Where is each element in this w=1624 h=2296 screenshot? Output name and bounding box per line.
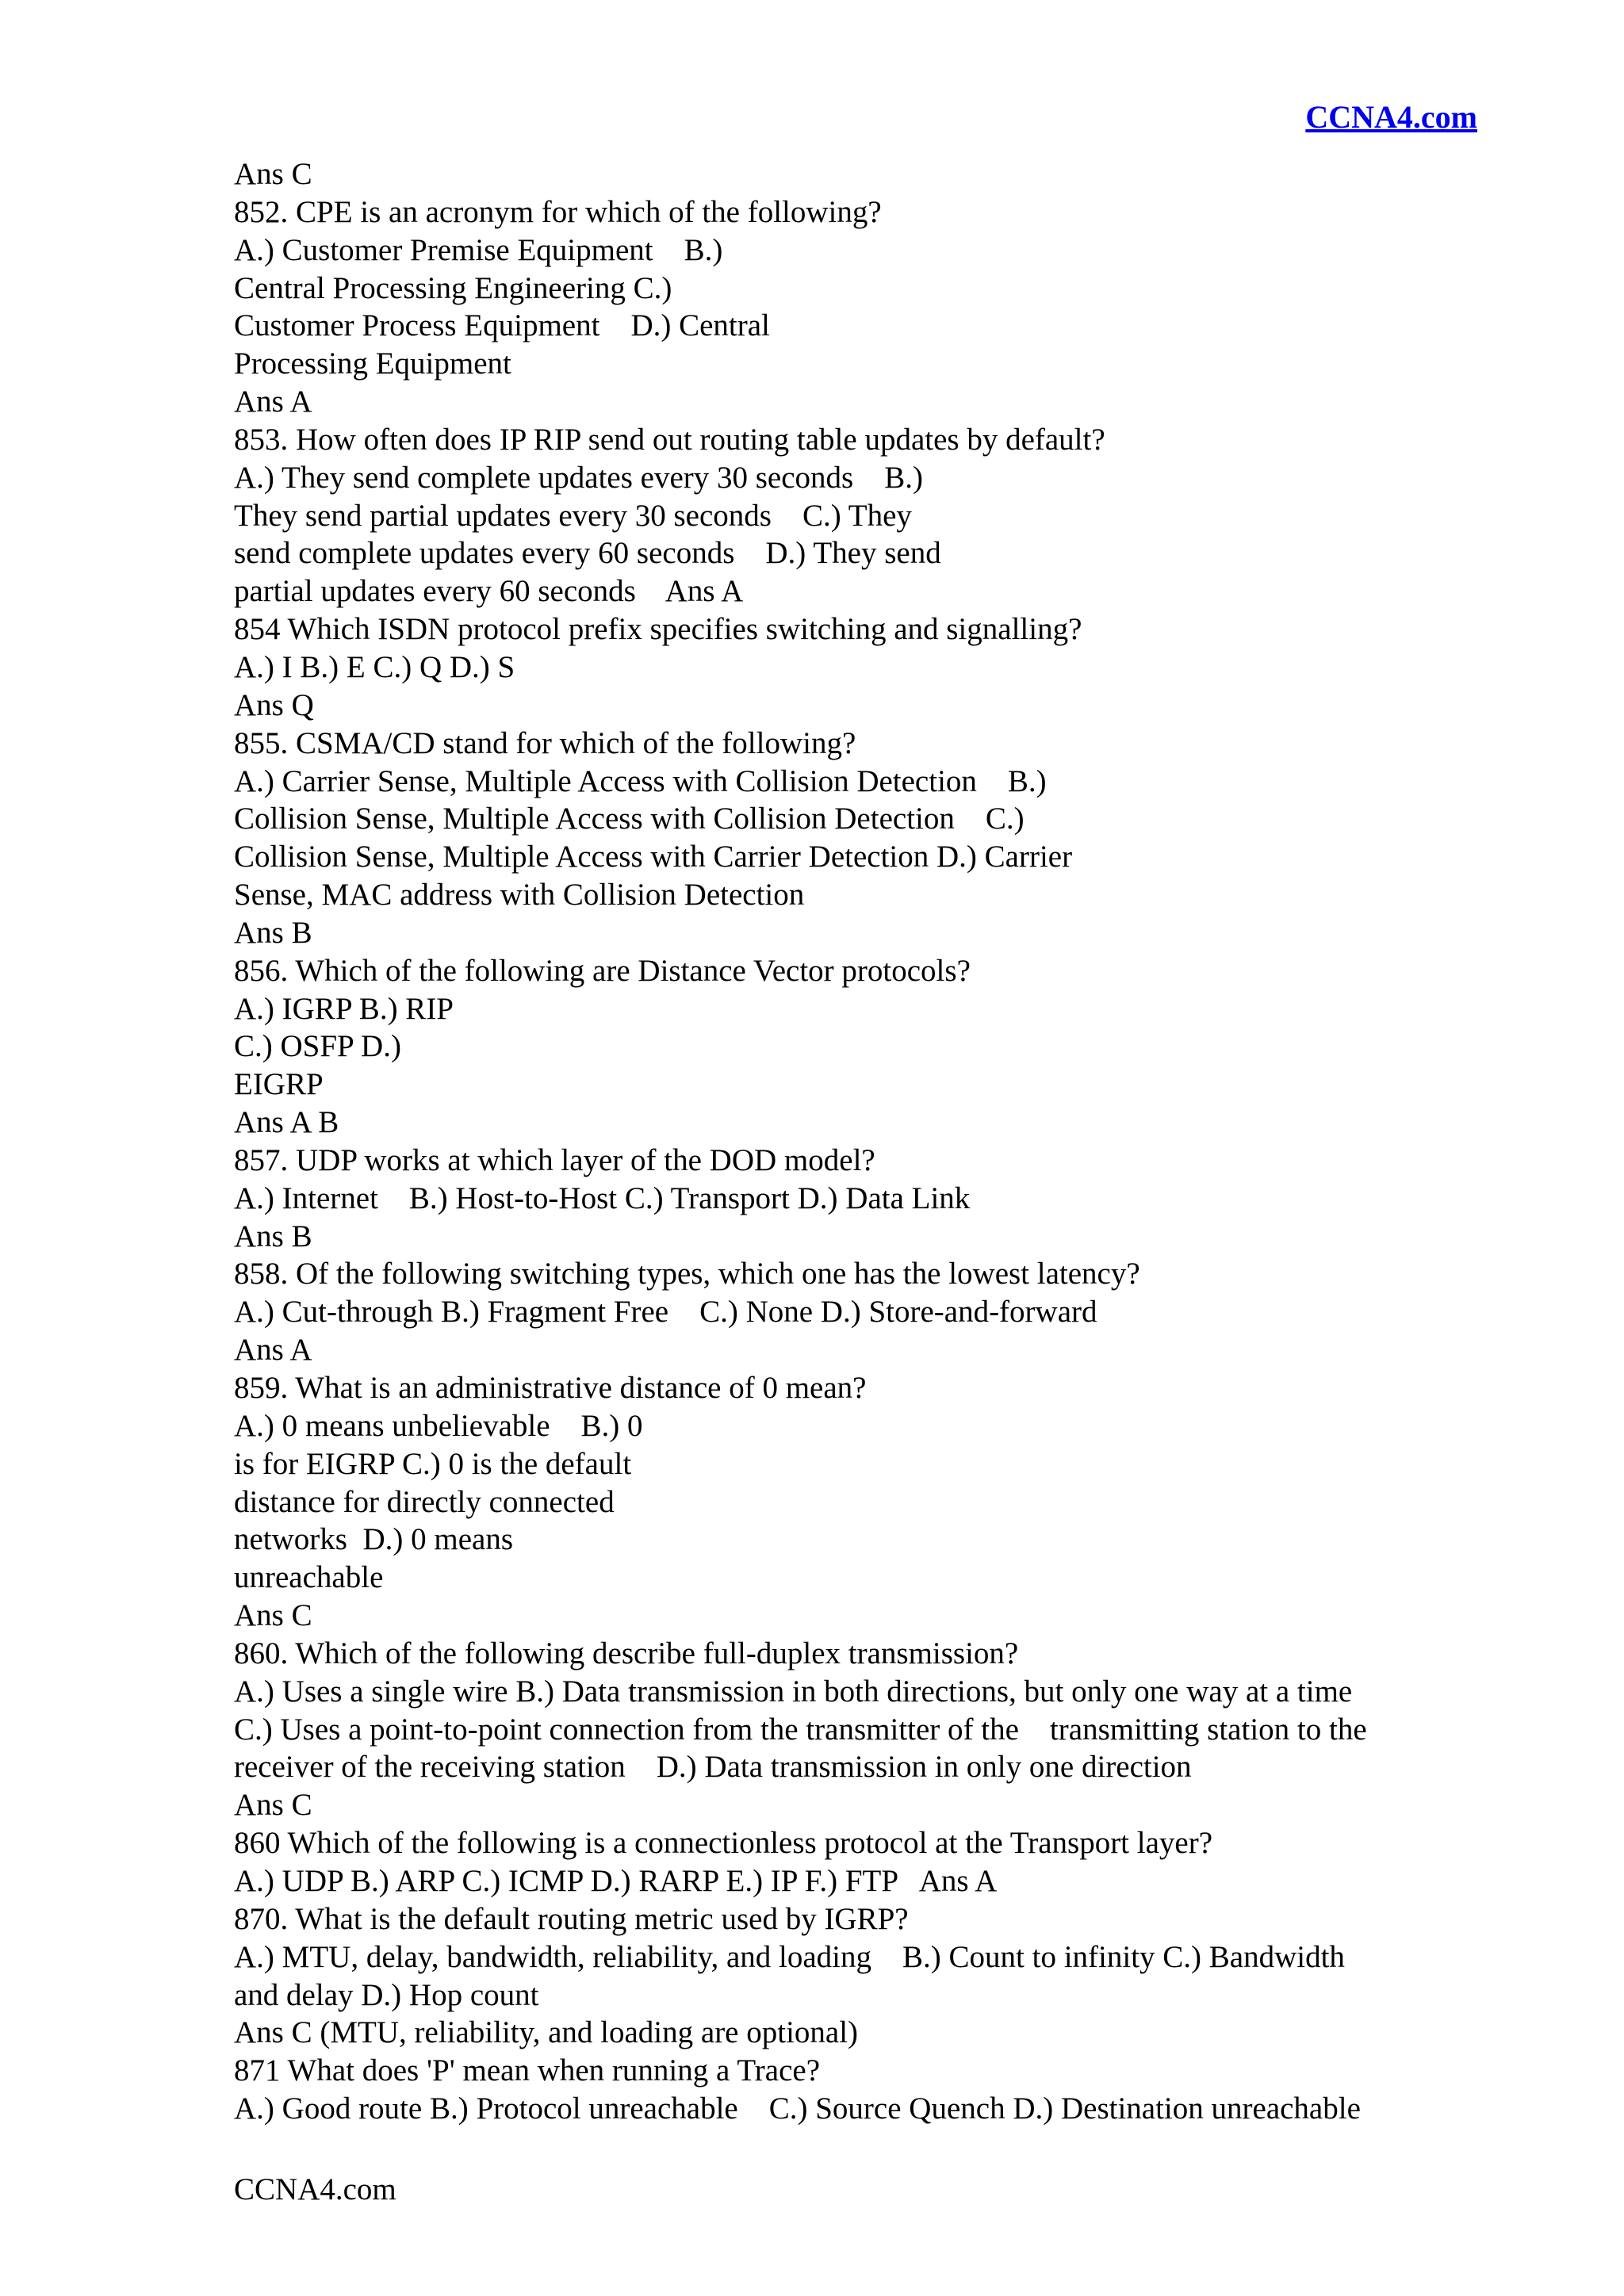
site-header-link[interactable]: CCNA4.com: [1305, 99, 1477, 135]
text-line: networks D.) 0 means: [234, 1522, 514, 1557]
text-line: receiver of the receiving station D.) Data transmission in only one direction: [234, 1750, 1192, 1785]
text-line: A.) Cut-through B.) Fragment Free C.) None D.) Store-and-forward: [234, 1295, 1097, 1330]
text-line: send complete updates every 60 seconds D.) They send: [234, 536, 941, 571]
text-line: Central Processing Engineering C.): [234, 270, 672, 305]
document-body: [234, 155, 1534, 2128]
text-line: and delay D.) Hop count: [234, 1977, 539, 2012]
text-line: EIGRP: [234, 1067, 324, 1102]
text-line: Customer Process Equipment D.) Central: [234, 308, 770, 343]
text-line: A.) Carrier Sense, Multiple Access with Collision Detection B.): [234, 763, 1047, 798]
text-line: A.) Good route B.) Protocol unreachable C.) Source Quench D.) Destination unreachable: [234, 2091, 1361, 2126]
text-line: Ans Q: [234, 687, 314, 722]
text-line: A.) They send complete updates every 30 seconds B.): [234, 460, 923, 495]
text-line: 853. How often does IP RIP send out routing table updates by default?: [234, 422, 1105, 457]
text-line: A.) UDP B.) ARP C.) ICMP D.) RARP E.) IP F.) FTP Ans A: [234, 1863, 998, 1898]
text-line: A.) IGRP B.) RIP: [234, 991, 454, 1026]
text-line: 857. UDP works at which layer of the DOD model?: [234, 1142, 875, 1177]
page-footer: CCNA4.com: [234, 2172, 396, 2206]
text-line: Ans C: [234, 1788, 312, 1823]
text-line: A.) Customer Premise Equipment B.): [234, 232, 723, 267]
text-line: C.) Uses a point-to-point connection from the transmitter of the transmitting station to the: [234, 1712, 1367, 1747]
text-line: Ans A: [234, 1333, 312, 1368]
text-line: Ans A B: [234, 1105, 339, 1140]
text-line: They send partial updates every 30 seconds C.) They: [234, 498, 912, 533]
text-line: 854 Which ISDN protocol prefix specifies switching and signalling?: [234, 612, 1082, 647]
text-line: 860. Which of the following describe full-duplex transmission?: [234, 1636, 1019, 1670]
text-line: distance for directly connected: [234, 1484, 615, 1519]
text-line: Ans B: [234, 1219, 312, 1253]
text-line: C.) OSFP D.): [234, 1029, 401, 1064]
text-line: 858. Of the following switching types, which one has the lowest latency?: [234, 1257, 1140, 1292]
text-line: A.) MTU, delay, bandwidth, reliability, and loading B.) Count to infinity C.) Bandwidth: [234, 1939, 1345, 1974]
text-line: 855. CSMA/CD stand for which of the following?: [234, 725, 856, 760]
text-line: 852. CPE is an acronym for which of the following?: [234, 194, 882, 229]
text-line: 860 Which of the following is a connectionless protocol at the Transport layer?: [234, 1826, 1213, 1861]
text-line: Collision Sense, Multiple Access with Carrier Detection D.) Carrier: [234, 840, 1073, 874]
text-line: 871 What does 'P' mean when running a Trace?: [234, 2053, 821, 2088]
text-line: A.) Uses a single wire B.) Data transmission in both directions, but only one way at a time: [234, 1674, 1353, 1709]
text-line: A.) 0 means unbelievable B.) 0: [234, 1408, 643, 1443]
text-line: A.) Internet B.) Host-to-Host C.) Transport D.) Data Link: [234, 1181, 971, 1215]
text-line: A.) I B.) E C.) Q D.) S: [234, 649, 515, 684]
text-line: Ans B: [234, 915, 312, 950]
text-line: is for EIGRP C.) 0 is the default: [234, 1446, 632, 1481]
text-line: 859. What is an administrative distance of 0 mean?: [234, 1371, 867, 1405]
text-line: partial updates every 60 seconds Ans A: [234, 574, 744, 609]
text-line: Ans A: [234, 385, 312, 419]
text-line: Sense, MAC address with Collision Detection: [234, 878, 805, 913]
text-line: Ans C (MTU, reliability, and loading are optional): [234, 2015, 859, 2050]
text-line: 870. What is the default routing metric used by IGRP?: [234, 1901, 909, 1936]
text-line: Collision Sense, Multiple Access with Collision Detection C.): [234, 802, 1025, 836]
text-line: 856. Which of the following are Distance Vector protocols?: [234, 953, 971, 988]
text-line: Processing Equipment: [234, 346, 511, 381]
text-line: Ans C: [234, 157, 312, 191]
text-line: Ans C: [234, 1598, 312, 1633]
text-line: unreachable: [234, 1560, 384, 1595]
